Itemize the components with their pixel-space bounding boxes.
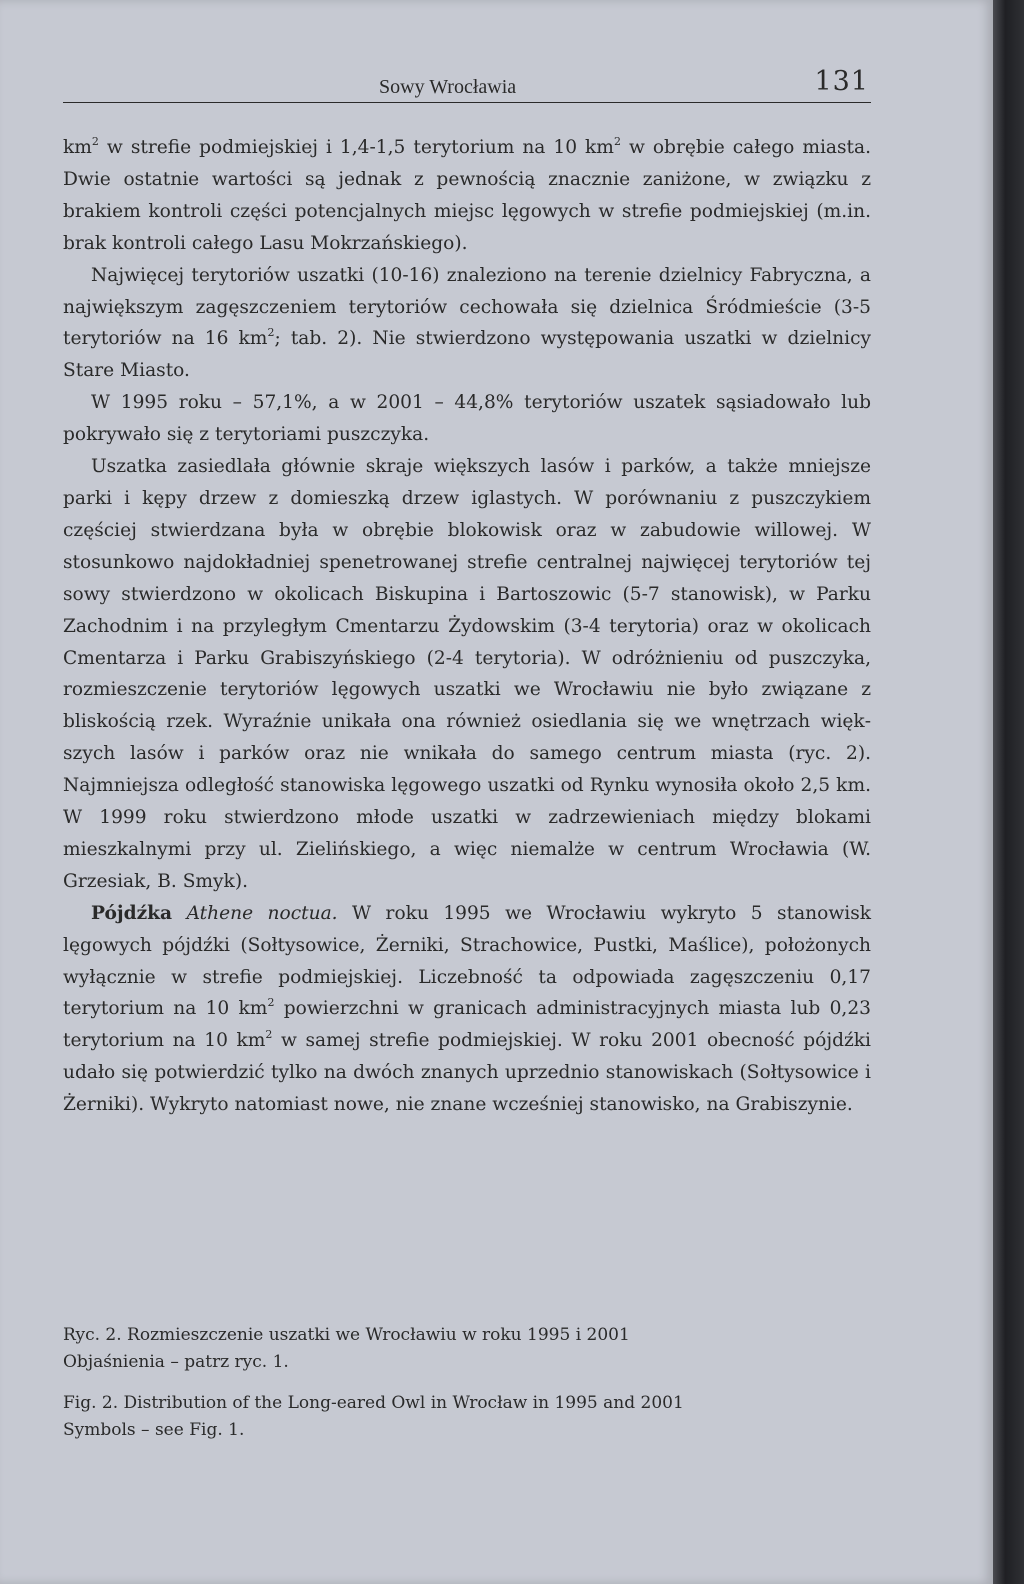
page-header (63, 58, 871, 103)
running-head: Sowy Wrocławia (379, 76, 517, 98)
text-run: W roku 1995 we Wrocławiu wykryto 5 stanowisk lęgowych pójdźki (Sołtysowice, Żerniki, Strachowice, Pustki, Maślice), położonych wyłącznie w strefie podmiejskiej. Liczebność ta odpowiada zagęszczeniu 0,17 terytorium na 10 km (63, 902, 871, 1020)
paragraph (63, 451, 871, 898)
text-run: Najwięcej terytoriów uszatki (10-16) znaleziono na terenie dzielnicy Fabryczna, a największym zagęszczeniem terytoriów cechowała się dzielnica Śródmieście (3-5 terytoriów na 16 km (63, 264, 871, 350)
text-run: w strefie podmiejskiej i 1,4-1,5 terytorium na 10 km (98, 137, 614, 158)
page-number: 131 (814, 66, 869, 97)
superscript: 2 (267, 326, 275, 340)
text-run: ; tab. 2). Nie stwierdzono występowania uszatki w dzielnicy Stare Miasto. (63, 328, 871, 382)
paragraph (63, 132, 871, 260)
paragraph (63, 898, 871, 1121)
caption-line: Ryc. 2. Rozmieszczenie uszatki we Wrocławiu w roku 1995 i 2001 (63, 1325, 630, 1345)
caption-line: Fig. 2. Distribution of the Long-eared Owl in Wrocław in 1995 and 2001 (63, 1393, 684, 1413)
figure-caption-english (63, 1390, 823, 1444)
text-run: W 1995 roku – 57,1%, a w 2001 – 44,8% terytoriów uszatek sąsiadowało lub pokrywało się z terytoriami puszczyka. (63, 392, 871, 446)
figure-caption-polish (63, 1322, 823, 1376)
book-edge (993, 0, 1024, 1584)
caption-line: Symbols – see Fig. 1. (63, 1420, 245, 1440)
paragraph (63, 387, 871, 451)
superscript: 2 (613, 135, 621, 148)
text-run: km (63, 137, 92, 158)
species-latin-name: Athene noctua. (186, 902, 338, 924)
superscript: 2 (267, 996, 275, 1010)
text-run: powierzchni w granicach administracyjnych miasta lub 0,23 terytorium na 10 km (63, 998, 872, 1052)
text-run: Uszatka zasiedlała głównie skraje większych lasów i parków, a także mniejsze parki i kępy drzew z domieszką drzew iglastych. W porównaniu z puszczykiem częściej stwierdzana była w obrębie blokowisk oraz w zabudowie willowej. W stosunkowo najdokładniej spenetrowanej strefie centralnej najwięcej terytoriów tej sowy stwierdzono w okolicach Biskupina i Bartoszowic (5-7 stanowisk), w Parku Zachodnim i na przyległym Cmentarzu Żydowskim (3-4 terytoria) oraz w okolicach Cmentarza i Parku Grabiszyńskiego (2-4 terytoria). W odróżnieniu od puszczyka, rozmieszczenie terytoriów lęgowych uszatki we Wrocławiu nie było związane z bliskością rzek. Wyraźnie unikała ona również osiedlania się we wnętrzach większych lasów i parków oraz nie wnikała do samego centrum miasta (ryc. 2). Najmniejsza odległość stanowiska lęgowego uszatki od Rynku wynosiła około 2,5 km. W 1999 roku stwierdzono młode uszatki w zadrzewieniach między blokami mieszkalnymi przy ul. Zielińskiego, a więc niemalże w centrum Wrocławia (W. Grzesiak, B. Smyk). (63, 456, 871, 892)
text-run: w samej strefie podmiejskiej. W roku 2001 obecność pójdźki udało się potwierdzić tylko na dwóch znanych uprzednio stanowiskach (Sołtysowice i Żerniki). Wykryto natomiast nowe, nie znane wcześniej stanowisko, na Grabiszynie. (63, 1030, 872, 1116)
paragraph (63, 260, 871, 388)
species-name: Pójdźka (91, 902, 173, 924)
caption-line: Objaśnienia – patrz ryc. 1. (63, 1352, 289, 1372)
body-text (63, 132, 871, 1121)
superscript: 2 (91, 135, 99, 148)
text-run: w obrębie całego miasta. Dwie ostatnie wartości są jednak z pewnością znacznie zaniżone, w związku z brakiem kontroli części potencjalnych miejsc lęgowych w strefie podmiejskiej (m.in. brak kontroli całego Lasu Mokrzańskiego). (63, 137, 871, 254)
superscript: 2 (265, 1028, 273, 1042)
